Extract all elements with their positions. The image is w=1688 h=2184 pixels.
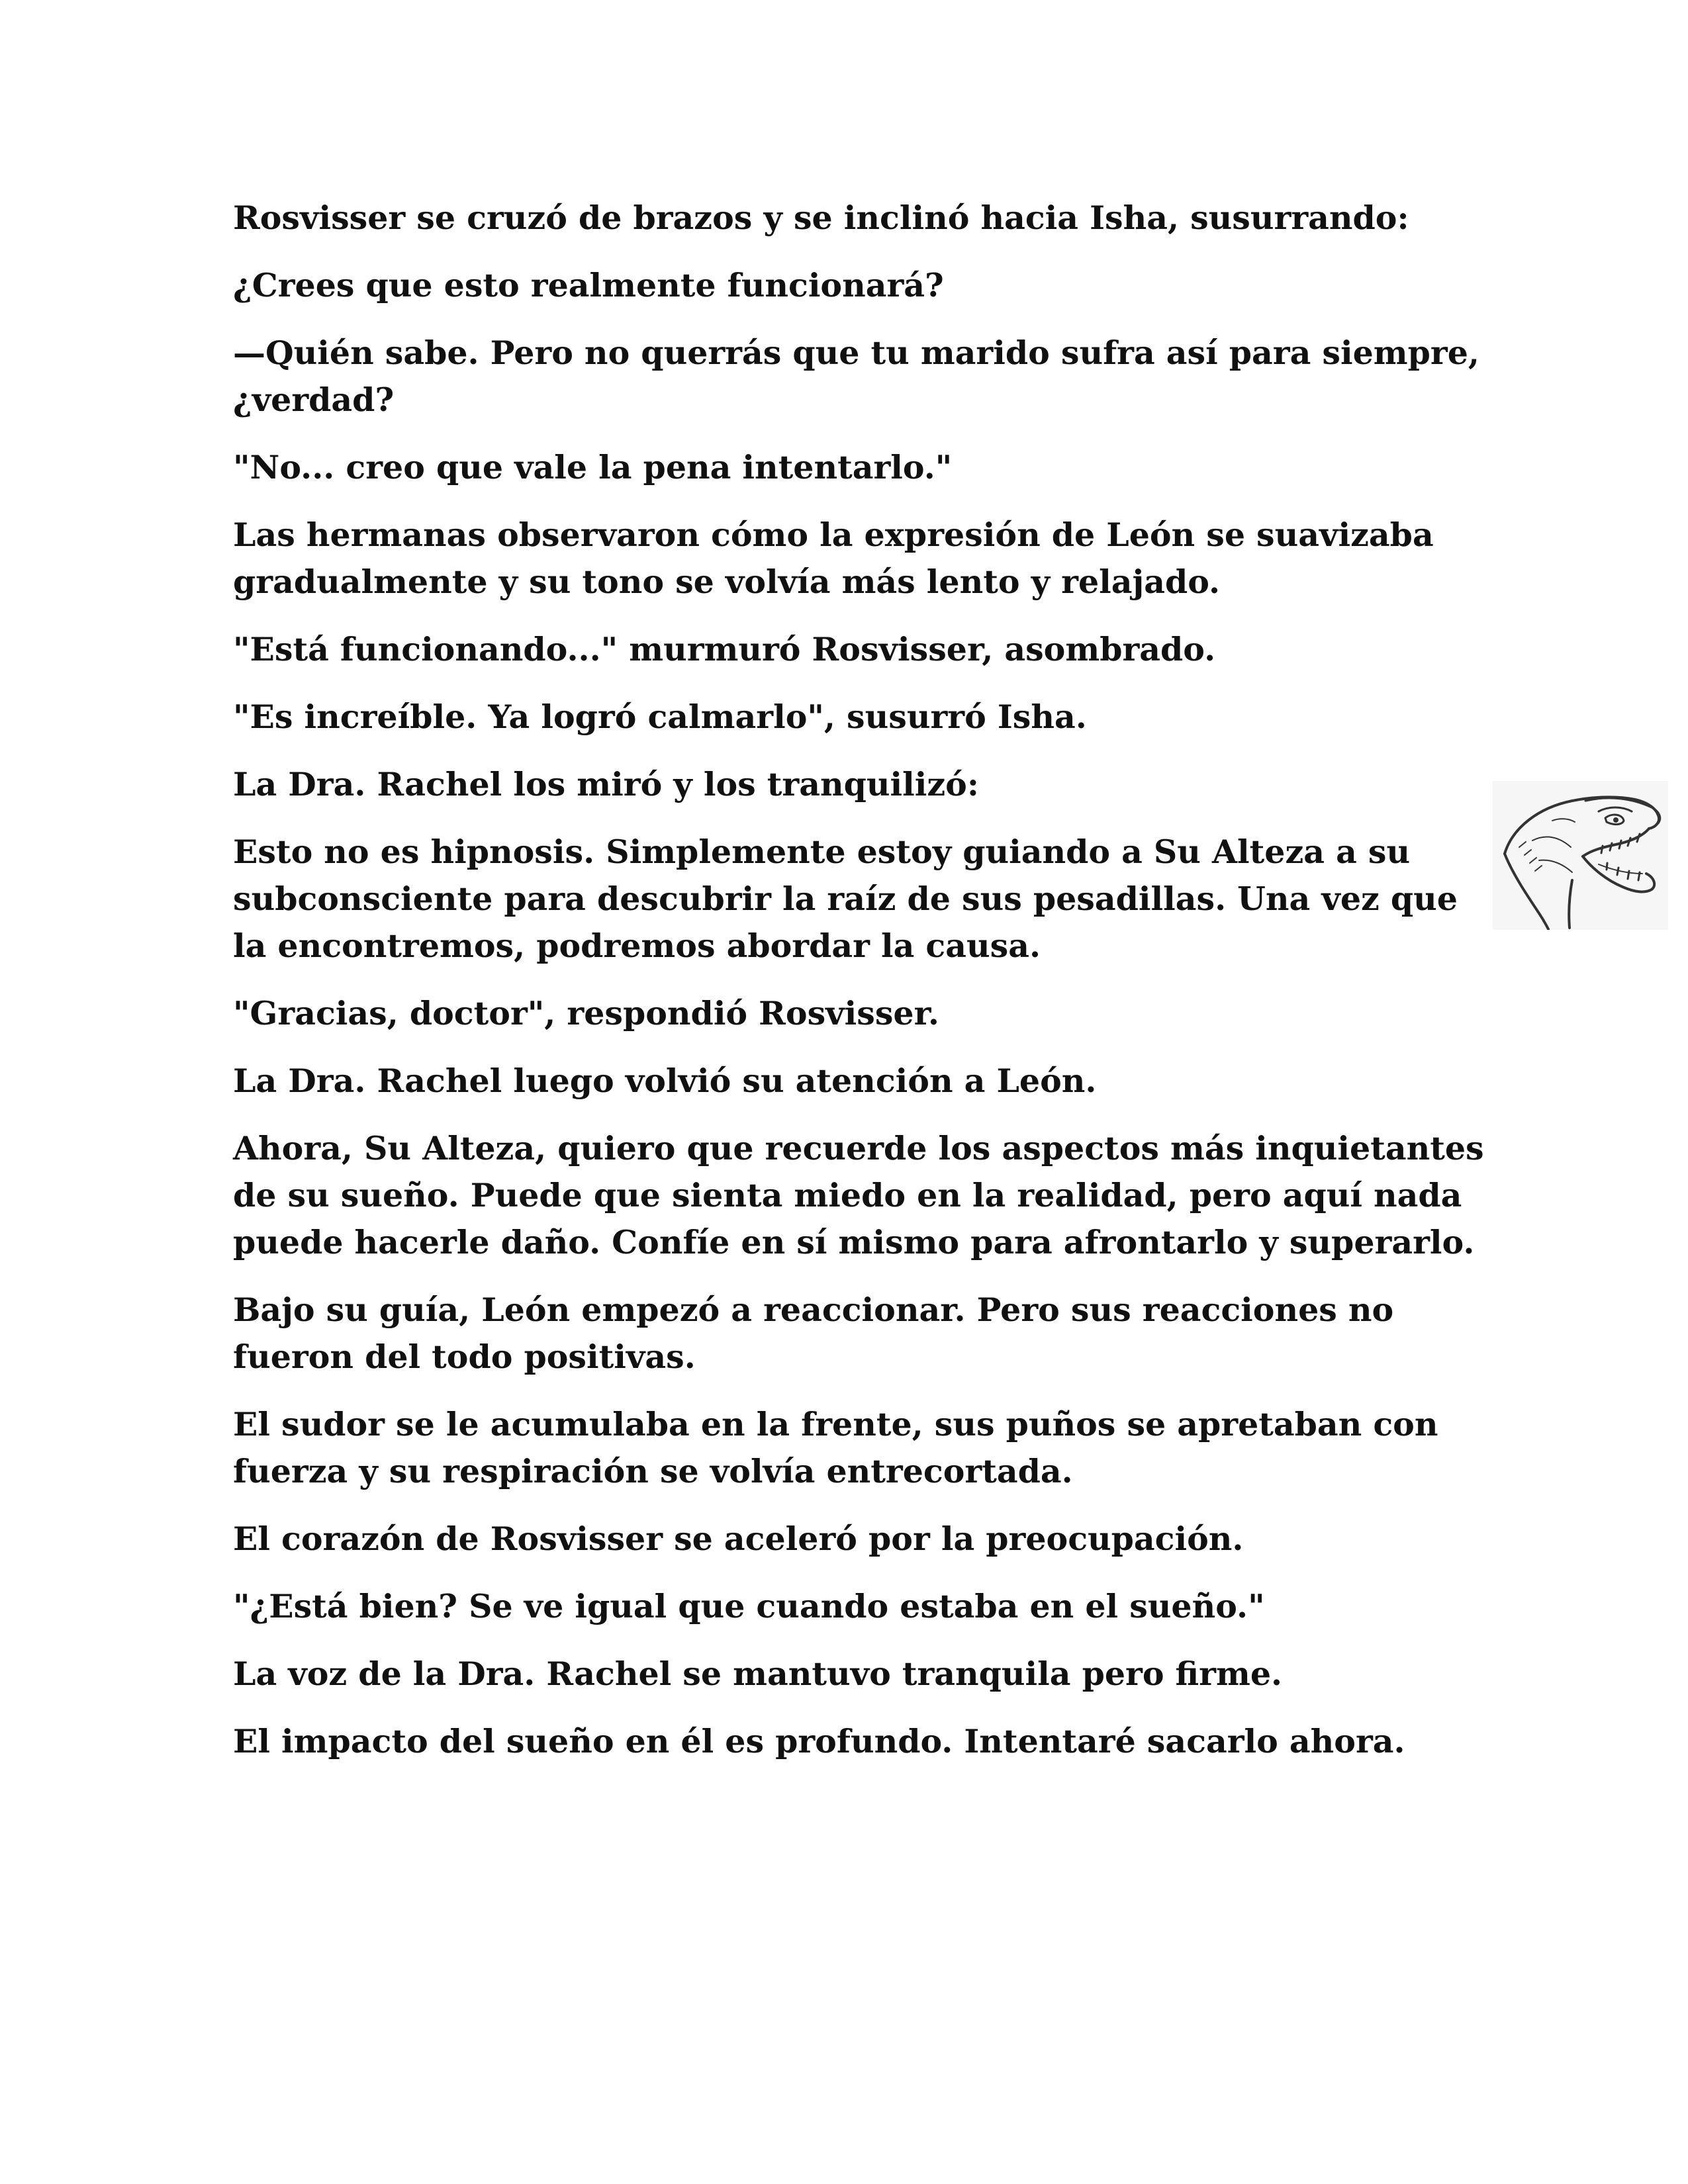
paragraph: El sudor se le acumulaba en la frente, sus puños se apretaban con fuerza y su respiración se volvía entrecortada. bbox=[233, 1405, 1438, 1490]
paragraph: Las hermanas observaron cómo la expresión de León se suavizaba gradualmente y su tono se volvía más lento y relajado. bbox=[233, 516, 1434, 601]
paragraph: "Está funcionando..." murmuró Rosvisser, asombrado. bbox=[233, 630, 1216, 668]
paragraph: ¿Crees que esto realmente funcionará? bbox=[233, 266, 944, 304]
paragraph: La Dra. Rachel luego volvió su atención a León. bbox=[233, 1062, 1097, 1100]
paragraph: Ahora, Su Alteza, quiero que recuerde los aspectos más inquietantes de su sueño. Puede que sienta miedo en la realidad, pero aquí nada puede hacerle daño. Confíe en sí mismo para afrontarlo y superarlo. bbox=[233, 1129, 1484, 1261]
paragraph: El impacto del sueño en él es profundo. Intentaré sacarlo ahora. bbox=[233, 1722, 1405, 1760]
paragraph: "No... creo que vale la pena intentarlo." bbox=[233, 448, 953, 486]
paragraph: —Quién sabe. Pero no querrás que tu marido sufra así para siempre, ¿verdad? bbox=[233, 334, 1479, 419]
text-column bbox=[233, 195, 1484, 1786]
paragraph: "Gracias, doctor", respondió Rosvisser. bbox=[233, 994, 939, 1032]
paragraph: "Es increíble. Ya logró calmarlo", susurró Isha. bbox=[233, 698, 1087, 736]
paragraph: "¿Está bien? Se ve igual que cuando estaba en el sueño." bbox=[233, 1587, 1265, 1625]
paragraph: Bajo su guía, León empezó a reaccionar. Pero sus reacciones no fueron del todo positivas. bbox=[233, 1291, 1394, 1376]
paragraph: La voz de la Dra. Rachel se mantuvo tranquila pero firme. bbox=[233, 1655, 1283, 1693]
dinosaur-head-sketch-icon bbox=[1493, 781, 1668, 930]
paragraph: Rosvisser se cruzó de brazos y se inclinó hacia Isha, susurrando: bbox=[233, 199, 1409, 237]
paragraph: El corazón de Rosvisser se aceleró por la preocupación. bbox=[233, 1520, 1244, 1558]
paragraph: Esto no es hipnosis. Simplemente estoy guiando a Su Alteza a su subconsciente para descubrir la raíz de sus pesadillas. Una vez que la encontremos, podremos abordar la causa. bbox=[233, 833, 1458, 965]
paragraph: La Dra. Rachel los miró y los tranquilizó: bbox=[233, 765, 979, 803]
